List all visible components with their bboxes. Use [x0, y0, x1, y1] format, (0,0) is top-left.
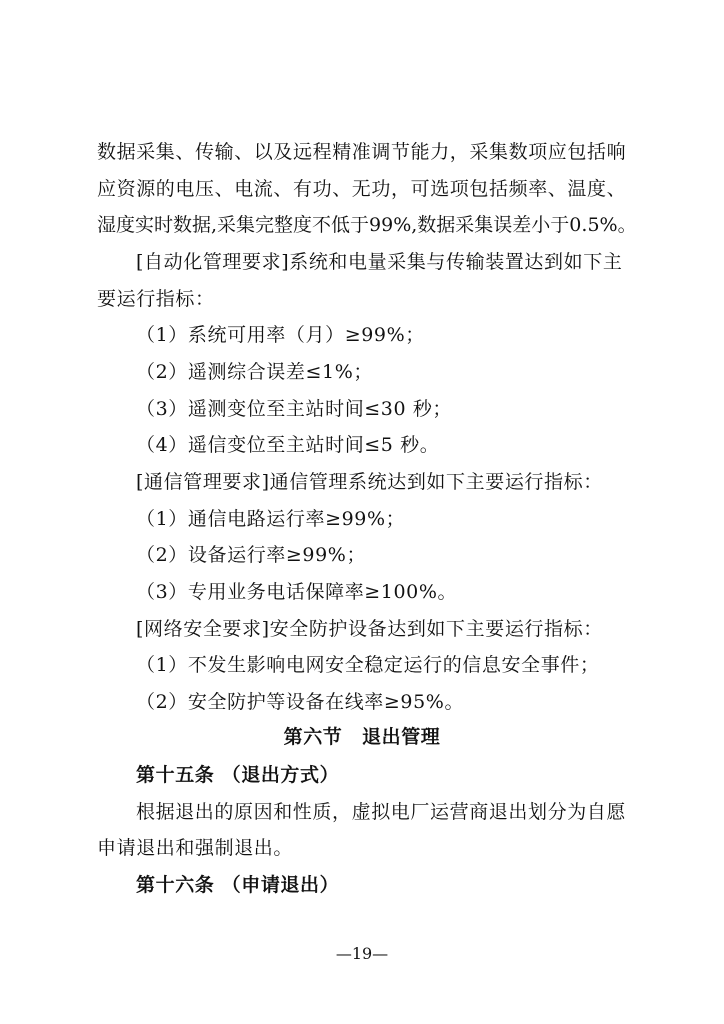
- body-line-10: [通信管理要求]通信管理系统达到如下主要运行指标：: [136, 471, 603, 493]
- section-heading: 第六节 退出管理: [283, 726, 441, 748]
- list-item-4: （4）遥信变位至主站时间≤5 秒。: [136, 434, 440, 456]
- page-number: —19—: [335, 944, 389, 963]
- article-15-heading: 第十五条 （退出方式）: [136, 764, 340, 786]
- list-item-3: （3）遥测变位至主站时间≤30 秒；: [136, 398, 453, 420]
- article-16-heading: 第十六条 （申请退出）: [136, 874, 340, 896]
- list-item-8: （1）不发生影响电网安全稳定运行的信息安全事件；: [136, 654, 600, 676]
- body-line-14: [网络安全要求]安全防护设备达到如下主要运行指标：: [136, 618, 603, 640]
- list-item-5: （1）通信电路运行率≥99%；: [136, 508, 406, 530]
- list-item-7: （3）专用业务电话保障率≥100%。: [136, 581, 458, 603]
- body-line-5: 要运行指标：: [97, 288, 215, 310]
- body-line-3: 湿度实时数据,采集完整度不低于99%,数据采集误差小于0.5%。: [97, 214, 637, 236]
- list-item-2: （2）遥测综合误差≤1%；: [136, 361, 373, 383]
- article-15-line-1: 根据退出的原因和性质，虚拟电厂运营商退出划分为自愿: [136, 801, 627, 823]
- article-15-line-2: 申请退出和强制退出。: [97, 837, 294, 859]
- body-line-1: 数据采集、传输、以及远程精准调节能力，采集数项应包括响: [97, 141, 627, 163]
- list-item-1: （1）系统可用率（月）≥99%；: [136, 324, 425, 346]
- body-line-4: [自动化管理要求]系统和电量采集与传输装置达到如下主: [136, 251, 623, 273]
- body-line-2: 应资源的电压、电流、有功、无功，可选项包括频率、温度、: [97, 178, 627, 200]
- list-item-9: （2）安全防护等设备在线率≥95%。: [136, 691, 465, 713]
- list-item-6: （2）设备运行率≥99%；: [136, 544, 367, 566]
